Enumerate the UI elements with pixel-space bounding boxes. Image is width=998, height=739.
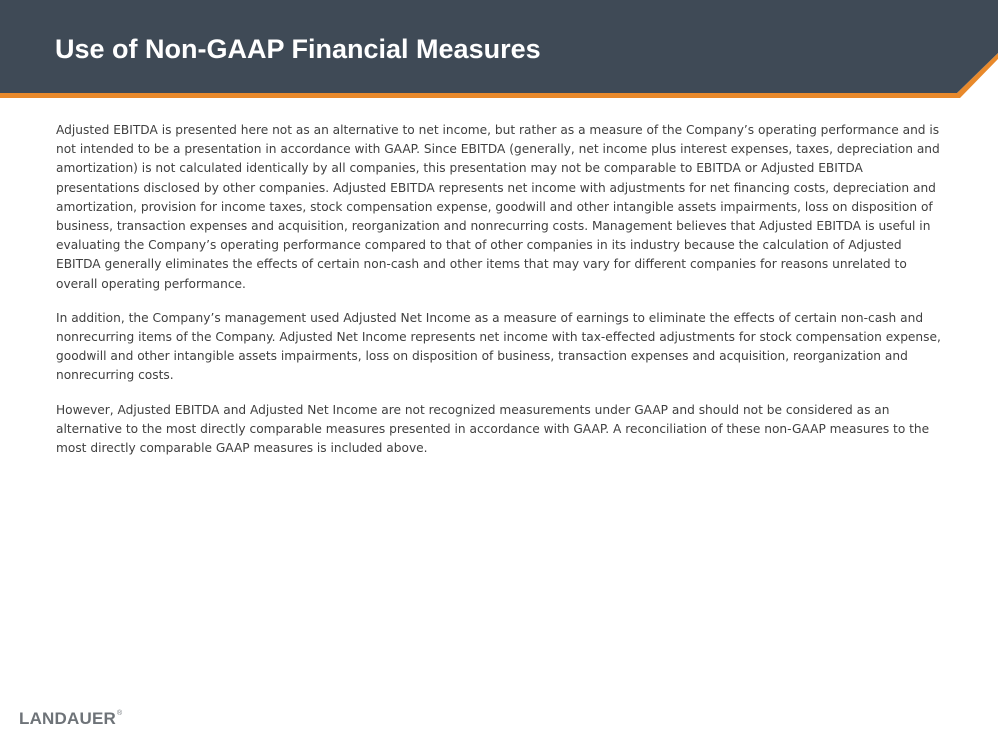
header-band [0, 0, 998, 100]
paragraph-adjusted-ebitda: Adjusted EBITDA is presented here not as an alternative to net income, but rather as a measure of the Company’s operating performance and is not intended to be a presentation in accordance with GAAP. Since EBITDA (generally, net income plus interest expenses, taxes, depreciation and amortization) is not calculated identically by all companies, this presentation may not be comparable to EBITDA or Adjusted EBITDA presentations disclosed by other companies. Adjusted EBITDA represents net income with adjustments for net financing costs, depreciation and amortization, provision for income taxes, stock compensation expense, goodwill and other intangible assets impairments, loss on disposition of business, transaction expenses and acquisition, reorganization and nonrecurring costs. Management believes that Adjusted EBITDA is useful in evaluating the Company’s operating performance compared to that of other companies in its industry because the calculation of Adjusted EBITDA generally eliminates the effects of certain non-cash and other items that may vary for different companies for reasons unrelated to overall operating performance. [56, 123, 940, 291]
logo-wordmark: LANDAUER [19, 709, 116, 728]
company-logo [19, 709, 122, 729]
body-text [56, 121, 946, 473]
slide-title: Use of Non-GAAP Financial Measures [55, 34, 541, 64]
paragraph-gaap-disclaimer: However, Adjusted EBITDA and Adjusted Net Income are not recognized measurements under GAAP and should not be considered as an alternative to the most directly comparable measures presented in accordance with GAAP. A reconciliation of these non-GAAP measures to the most directly comparable GAAP measures is included above. [56, 402, 930, 456]
paragraph-adjusted-net-income: In addition, the Company’s management used Adjusted Net Income as a measure of earnings to eliminate the effects of certain non-cash and nonrecurring items of the Company. Adjusted Net Income represents net income with tax-effected adjustments for stock compensation expense, goodwill and other intangible assets impairments, loss on disposition of business, transaction expenses and acquisition, reorganization and nonrecurring costs. [56, 310, 941, 383]
registered-mark: ® [116, 710, 123, 717]
